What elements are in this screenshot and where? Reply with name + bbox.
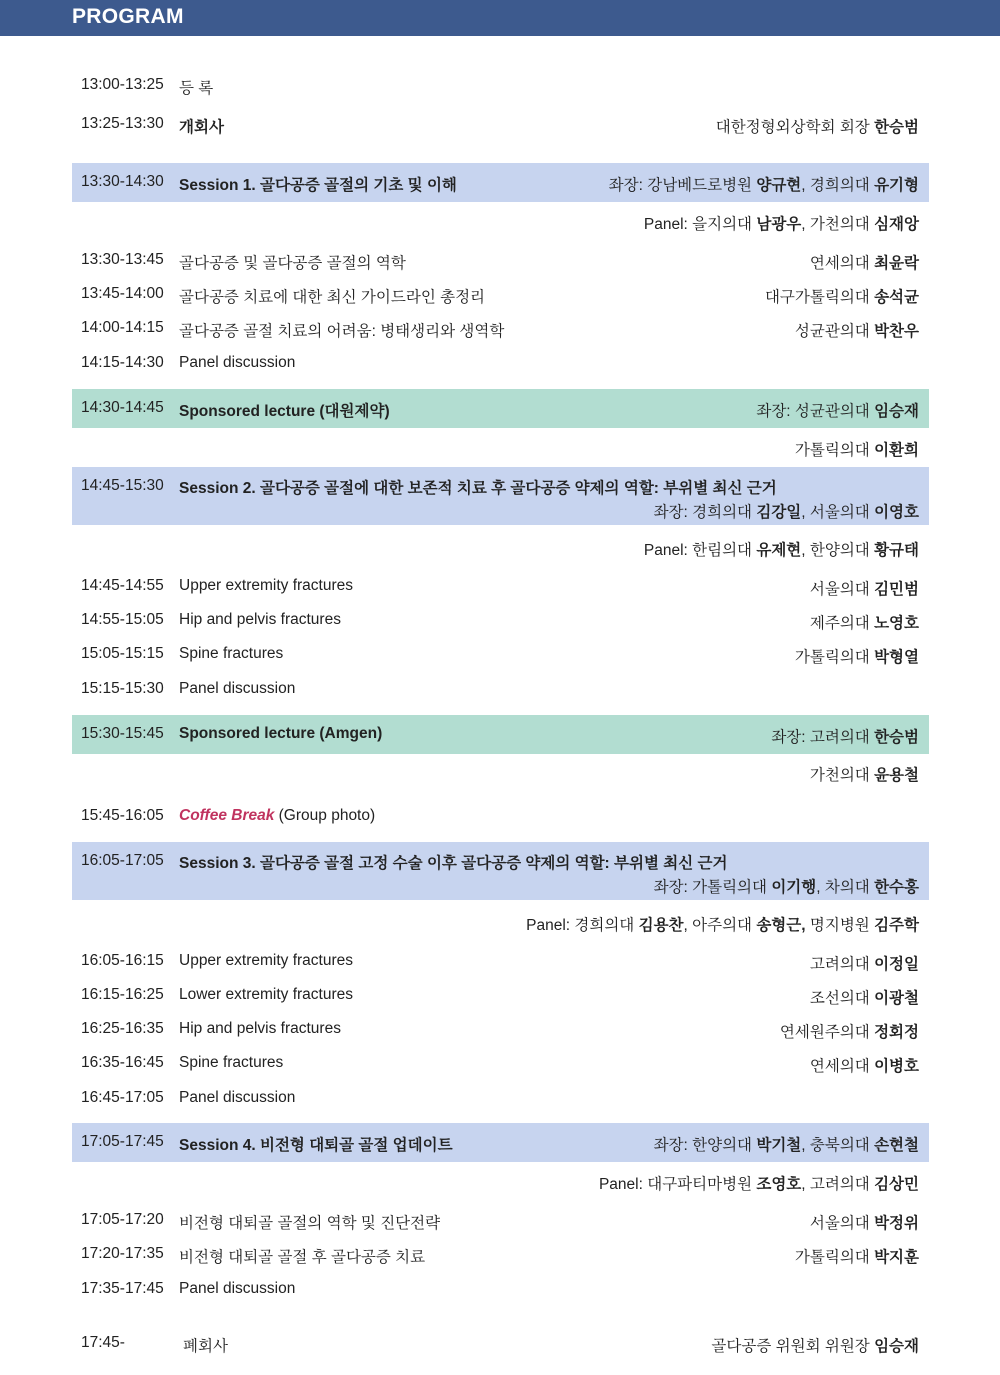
time-slot: 13:00-13:25 — [81, 76, 164, 93]
speaker-affiliation: 좌장: 한양의대 — [653, 1137, 757, 1154]
speaker-name: 박찬우 — [874, 323, 919, 340]
speaker-info — [609, 173, 919, 195]
speaker-name: 임승재 — [874, 1338, 919, 1355]
speaker-info — [810, 577, 919, 599]
schedule-row — [72, 309, 929, 348]
time-slot: 17:20-17:35 — [81, 1245, 164, 1262]
speaker-info — [795, 319, 919, 341]
schedule-row — [72, 903, 929, 942]
time-slot: 13:30-13:45 — [81, 251, 164, 268]
time-slot: 17:05-17:45 — [81, 1133, 164, 1150]
speaker-name: 노영호 — [874, 615, 919, 632]
speaker-name: 한승범 — [874, 729, 919, 746]
session-header-row — [72, 1123, 929, 1162]
speaker-name: 송형근, — [756, 917, 806, 934]
time-slot: 15:15-15:30 — [81, 680, 164, 697]
schedule-row — [72, 1079, 929, 1118]
speaker-info — [810, 986, 919, 1008]
session-title: 비전형 대퇴골 골절의 역학 및 진단전략 — [179, 1215, 441, 1232]
page-title: PROGRAM — [72, 5, 184, 28]
session-title: Session 1. 골다공증 골절의 기초 및 이해 — [179, 177, 457, 194]
time-slot: 13:45-14:00 — [81, 285, 164, 302]
speaker-name: 이기행 — [771, 879, 817, 896]
session-title: 등 록 — [179, 80, 214, 97]
session-title: Session 2. 골다공증 골절에 대한 보존적 치료 후 골다공증 약제의 역할: 부위별 최신 근거 — [179, 480, 777, 497]
time-slot: 14:15-14:30 — [81, 354, 164, 371]
speaker-name: 박정위 — [874, 1215, 919, 1232]
session-header-row — [72, 842, 929, 900]
speaker-affiliation: 가톨릭의대 — [794, 442, 875, 459]
session-title: Session 3. 골다공증 골절 고정 수술 이후 골다공증 약제의 역할: 부위별 최신 근거 — [179, 855, 728, 872]
time-slot: 15:05-15:15 — [81, 645, 164, 662]
time-slot: 14:30-14:45 — [81, 399, 164, 416]
speaker-affiliation: Panel: 경희의대 — [526, 917, 639, 934]
session-title: Panel discussion — [179, 354, 296, 371]
speaker-affiliation: 골다공증 위원회 위원장 — [711, 1338, 875, 1355]
speaker-affiliation: 연세의대 — [809, 255, 875, 272]
session-title: Session 4. 비전형 대퇴골 골절 업데이트 — [179, 1137, 453, 1154]
speaker-affiliation: , 가천의대 — [801, 216, 875, 233]
speaker-info — [756, 399, 919, 421]
time-slot: 14:00-14:15 — [81, 319, 164, 336]
speaker-affiliation: , 충북의대 — [801, 1137, 875, 1154]
time-slot: 15:30-15:45 — [81, 725, 164, 742]
session-title: Spine fractures — [179, 645, 284, 662]
coffee-break-note: (Group photo) — [274, 807, 376, 824]
time-slot: 14:45-15:30 — [81, 477, 164, 494]
speaker-affiliation: , 아주의대 — [683, 917, 757, 934]
time-slot: 13:30-14:30 — [81, 173, 164, 190]
speaker-name: 박기철 — [756, 1137, 802, 1154]
time-slot: 16:05-16:15 — [81, 952, 164, 969]
speaker-affiliation: 좌장: 가톨릭의대 — [653, 879, 772, 896]
speaker-name: 이병호 — [874, 1058, 919, 1075]
speaker-affiliation: 가톨릭의대 — [794, 649, 875, 666]
speaker-info — [711, 1334, 919, 1356]
session-header-row — [72, 163, 929, 202]
speaker-info — [795, 645, 919, 667]
speaker-name: 양규현 — [756, 177, 802, 194]
speaker-name: 박형열 — [874, 649, 919, 666]
speaker-name: 이정일 — [874, 956, 919, 973]
speaker-affiliation: 서울의대 — [809, 1215, 875, 1232]
speaker-affiliation: , 서울의대 — [801, 504, 875, 521]
speaker-affiliation: 성균관의대 — [794, 323, 875, 340]
speaker-affiliation: 가천의대 — [809, 767, 875, 784]
speaker-name: 김강일 — [756, 504, 802, 521]
speaker-name: 유제현 — [756, 542, 802, 559]
speaker-affiliation: , 고려의대 — [801, 1176, 875, 1193]
schedule-row — [72, 797, 929, 836]
schedule-row — [72, 670, 929, 709]
session-title: 폐회사 — [183, 1338, 228, 1355]
speaker-name: 김주학 — [874, 917, 919, 934]
time-slot: 14:45-14:55 — [81, 577, 164, 594]
schedule-row — [72, 344, 929, 383]
schedule-row — [72, 66, 929, 105]
time-slot: 13:25-13:30 — [81, 115, 164, 132]
session-title: Sponsored lecture (Amgen) — [179, 725, 383, 742]
session-title: Upper extremity fractures — [179, 577, 353, 594]
speaker-affiliation: Panel: 을지의대 — [643, 216, 757, 233]
schedule-row — [72, 105, 929, 144]
speaker-affiliation: 명지병원 — [805, 917, 875, 934]
speaker-info — [654, 500, 919, 522]
speaker-affiliation: 연세원주의대 — [779, 1024, 875, 1041]
speaker-name: 심재앙 — [874, 216, 919, 233]
speaker-name: 김용찬 — [638, 917, 684, 934]
speaker-info — [526, 913, 919, 935]
speaker-name: 남광우 — [756, 216, 802, 233]
time-slot: 14:55-15:05 — [81, 611, 164, 628]
schedule-row — [72, 635, 929, 674]
schedule-row — [72, 528, 929, 567]
speaker-affiliation: 가톨릭의대 — [794, 1249, 875, 1266]
speaker-info — [716, 115, 919, 137]
session-title: Hip and pelvis fractures — [179, 611, 341, 628]
schedule-row — [72, 1162, 929, 1201]
speaker-affiliation: 조선의대 — [809, 990, 875, 1007]
speaker-info — [780, 1020, 919, 1042]
session-title: 골다공증 치료에 대한 최신 가이드라인 총정리 — [179, 289, 486, 306]
speaker-info — [795, 1245, 919, 1267]
speaker-name: 윤용철 — [874, 767, 919, 784]
speaker-affiliation: Panel: 대구파티마병원 — [598, 1176, 757, 1193]
speaker-info — [810, 952, 919, 974]
speaker-name: 한수홍 — [874, 879, 919, 896]
speaker-info — [810, 611, 919, 633]
session-header-row — [72, 467, 929, 525]
session-title: Sponsored lecture (대원제약) — [179, 403, 390, 420]
schedule-row — [72, 1044, 929, 1083]
session-title: Hip and pelvis fractures — [179, 1020, 341, 1037]
speaker-name: 김상민 — [874, 1176, 919, 1193]
time-slot: 16:25-16:35 — [81, 1020, 164, 1037]
session-title: Panel discussion — [179, 1089, 296, 1106]
speaker-affiliation: 좌장: 강남베드로병원 — [608, 177, 757, 194]
speaker-name: 정회정 — [874, 1024, 919, 1041]
speaker-name: 이광철 — [874, 990, 919, 1007]
speaker-affiliation: 대구가톨릭의대 — [764, 289, 875, 306]
session-title: Panel discussion — [179, 680, 296, 697]
time-slot: 15:45-16:05 — [81, 807, 164, 824]
speaker-info — [810, 251, 919, 273]
program-header — [0, 0, 1000, 36]
session-title: Spine fractures — [179, 1054, 284, 1071]
speaker-name: 박지훈 — [874, 1249, 919, 1266]
sponsored-lecture-row — [72, 389, 929, 428]
time-slot: 17:35-17:45 — [81, 1280, 164, 1297]
coffee-break-label: Coffee Break — [179, 807, 275, 824]
session-title: 비전형 대퇴골 골절 후 골다공증 치료 — [179, 1249, 426, 1266]
time-slot: 16:05-17:05 — [81, 852, 164, 869]
speaker-name: 한승범 — [874, 119, 919, 136]
schedule-row — [72, 1235, 929, 1274]
speaker-info — [795, 438, 919, 460]
session-title: 골다공증 골절 치료의 어려움: 병태생리와 생역학 — [179, 323, 505, 340]
speaker-info — [644, 538, 919, 560]
session-title — [179, 807, 375, 825]
session-title: 골다공증 및 골다공증 골절의 역학 — [179, 255, 406, 272]
sponsored-lecture-row — [72, 715, 929, 754]
speaker-name: 조영호 — [756, 1176, 802, 1193]
time-slot: 17:45- — [81, 1334, 125, 1351]
speaker-info — [765, 285, 919, 307]
schedule-row — [72, 753, 929, 792]
speaker-name: 김민범 — [874, 581, 919, 598]
session-title: Lower extremity fractures — [179, 986, 353, 1003]
speaker-affiliation: 좌장: 성균관의대 — [756, 403, 875, 420]
speaker-info — [771, 725, 919, 747]
speaker-info — [599, 1172, 919, 1194]
speaker-affiliation: 좌장: 고려의대 — [771, 729, 875, 746]
speaker-info — [654, 1133, 919, 1155]
speaker-info — [644, 212, 919, 234]
schedule-row — [72, 202, 929, 241]
speaker-affiliation: Panel: 한림의대 — [643, 542, 757, 559]
speaker-info — [810, 1054, 919, 1076]
time-slot: 16:45-17:05 — [81, 1089, 164, 1106]
schedule-row — [72, 1324, 929, 1363]
session-title: 개회사 — [179, 119, 224, 136]
speaker-info — [810, 763, 919, 785]
speaker-name: 이영호 — [874, 504, 919, 521]
speaker-name: 임승재 — [874, 403, 919, 420]
schedule-row — [72, 428, 929, 467]
speaker-name: 이환희 — [874, 442, 919, 459]
time-slot: 16:35-16:45 — [81, 1054, 164, 1071]
speaker-affiliation: , 차의대 — [816, 879, 875, 896]
session-title: Panel discussion — [179, 1280, 296, 1297]
speaker-affiliation: , 경희의대 — [801, 177, 875, 194]
speaker-name: 황규태 — [874, 542, 919, 559]
speaker-affiliation: , 한양의대 — [801, 542, 875, 559]
speaker-info — [654, 875, 919, 897]
speaker-affiliation: 좌장: 경희의대 — [653, 504, 757, 521]
speaker-name: 송석균 — [874, 289, 919, 306]
speaker-affiliation: 서울의대 — [809, 581, 875, 598]
speaker-name: 유기형 — [874, 177, 919, 194]
speaker-name: 최윤락 — [874, 255, 919, 272]
time-slot: 16:15-16:25 — [81, 986, 164, 1003]
time-slot: 17:05-17:20 — [81, 1211, 164, 1228]
speaker-affiliation: 연세의대 — [809, 1058, 875, 1075]
speaker-affiliation: 고려의대 — [809, 956, 875, 973]
speaker-affiliation: 제주의대 — [809, 615, 875, 632]
schedule-row — [72, 1270, 929, 1309]
speaker-info — [810, 1211, 919, 1233]
speaker-name: 손현철 — [874, 1137, 919, 1154]
session-title: Upper extremity fractures — [179, 952, 353, 969]
speaker-affiliation: 대한정형외상학회 회장 — [715, 119, 875, 136]
